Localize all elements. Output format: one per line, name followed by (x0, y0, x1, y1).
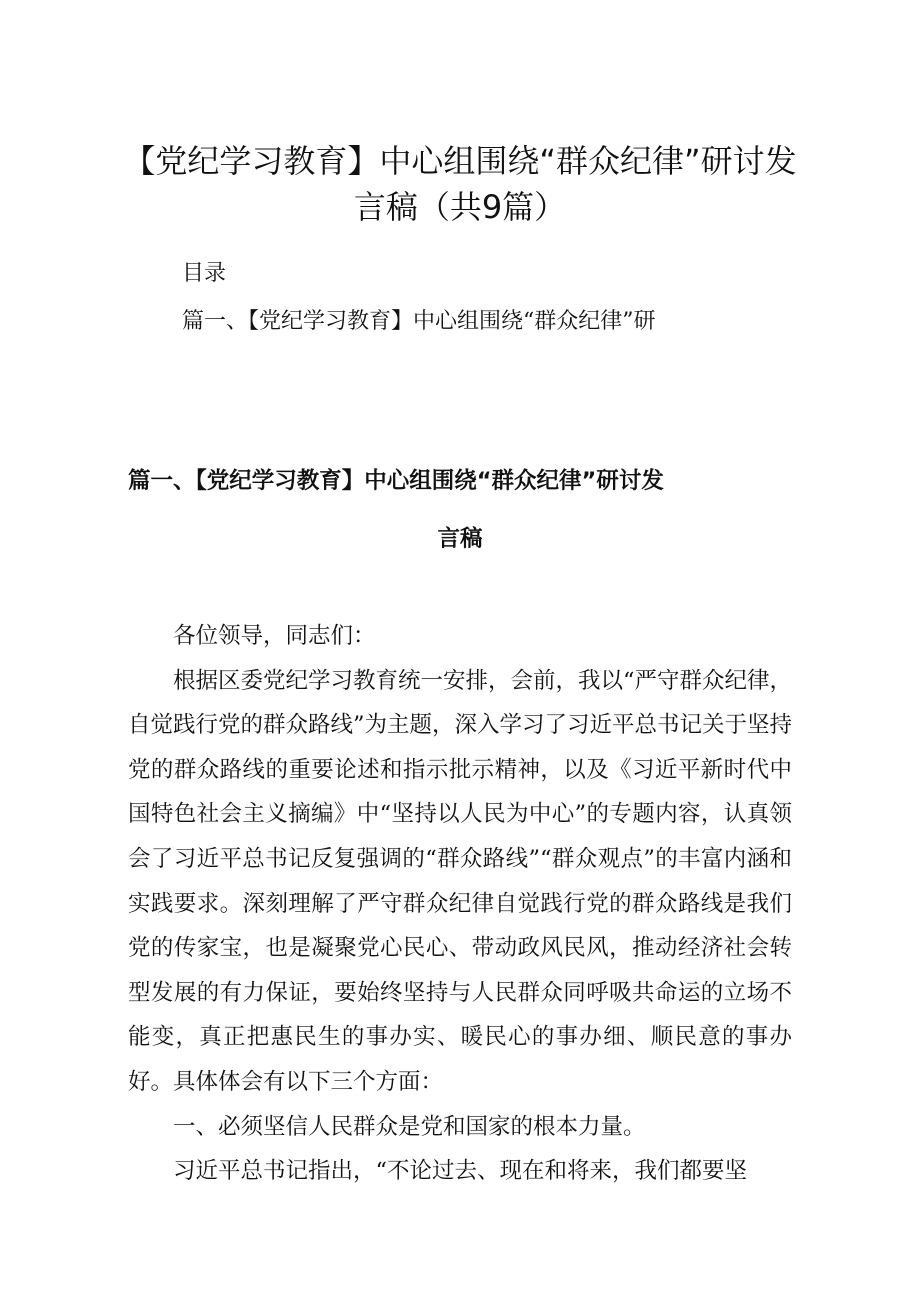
paragraph-intro: 根据区委党纪学习教育统一安排，会前，我以“严守群众纪律，自觉践行党的群众路线”为主题，深入学习了习近平总书记关于坚持党的群众路线的重要论述和指示批示精神，以及《习近平新时代中国特色社会主义摘编》中“坚持以人民为中心”的专题内容，认真领会了习近平总书记反复强调的“群众路线”“群众观点”的丰富内涵和实践要求。深刻理解了严守群众纪律自觉践行党的群众路线是我们党的传家宝，也是凝聚党心民心、带动政风民风，推动经济社会转型发展的有力保证，要始终坚持与人民群众同呼吸共命运的立场不能变，真正把惠民生的事办实、暖民心的事办细、顺民意的事办好。具体体会有以下三个方面： (128, 667, 793, 1095)
paragraph-point-one: 一、必须坚信人民群众是党和国家的根本力量。 (173, 1113, 646, 1140)
paragraph-salutation: 各位领导，同志们： (173, 623, 376, 649)
document-title: 【党纪学习教育】中心组围绕“群众纪律”研讨发言稿（共9篇） (123, 142, 797, 226)
toc-item-1[interactable]: 篇一、【党纪学习教育】中心组围绕“群众纪律”研 (182, 309, 656, 334)
section-heading-line2: 言稿 (437, 526, 483, 552)
toc-label: 目录 (182, 261, 227, 286)
body-text (128, 614, 792, 1194)
section-heading-line1: 篇一、【党纪学习教育】中心组围绕“群众纪律”研讨发 (128, 468, 664, 494)
paragraph-quote: 习近平总书记指出，“不论过去、现在和将来，我们都要坚 (173, 1158, 748, 1185)
section-heading (128, 452, 792, 568)
